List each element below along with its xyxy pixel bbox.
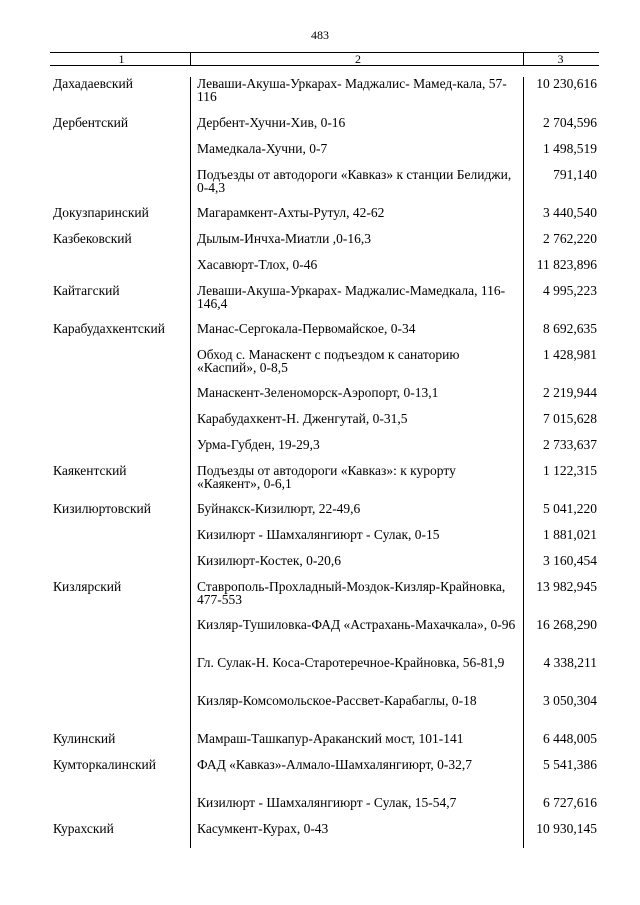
amount-cell: 5 041,220 [523,502,599,528]
district-cell [50,348,190,386]
amount-cell: 1 881,021 [523,528,599,554]
table-row [50,618,599,656]
road-cell: Кизилюрт - Шамхалянгиюрт - Сулак, 0-15 [190,528,523,554]
district-cell [50,694,190,732]
district-cell [50,258,190,284]
table-row [50,758,599,796]
road-cell: Хасавюрт-Тлох, 0-46 [190,258,523,284]
amount-cell: 1 122,315 [523,464,599,502]
table-row [50,580,599,618]
page-number: 483 [311,28,329,42]
district-cell: Кумторкалинский [53,757,156,772]
table-row [50,822,599,848]
road-cell: Мамраш-Ташкапур-Араканский мост, 101-141 [190,732,523,758]
road-cell: Леваши-Акуша-Уркарах- Маджалис-Мамедкала, 116-146,4 [190,284,523,322]
amount-cell: 10 930,145 [523,822,599,848]
table-row [50,348,599,386]
table-row [50,694,599,732]
district-cell: Дербентский [53,115,129,130]
table-row [50,438,599,464]
road-cell: ФАД «Кавказ»-Алмало-Шамхалянгиюрт, 0-32,7 [190,758,523,796]
amount-cell: 6 448,005 [523,732,599,758]
district-cell [50,412,190,438]
table-row [50,656,599,694]
district-cell: Кулинский [53,731,116,746]
table-row [50,77,599,116]
amount-cell: 3 050,304 [523,694,599,732]
district-cell: Дахадаевский [53,76,133,91]
amount-cell: 1 428,981 [523,348,599,386]
table-row [50,796,599,822]
amount-cell: 2 762,220 [523,232,599,258]
table-row [50,206,599,232]
road-cell: Ставрополь-Прохладный-Моздок-Кизляр-Крайновка, 477-553 [190,580,523,618]
amount-cell: 4 338,211 [523,656,599,694]
header-col-1: 1 [118,52,125,66]
table-row [50,464,599,502]
road-cell: Магарамкент-Ахты-Рутул, 42-62 [190,206,523,232]
table-row [50,528,599,554]
road-cell: Обход с. Манаскент с подъездом к санаторию «Каспий», 0-8,5 [190,348,523,386]
amount-cell: 13 982,945 [523,580,599,618]
road-funding-table [50,52,599,866]
road-cell: Подъезды от автодороги «Кавказ»: к курорту «Каякент», 0-6,1 [190,464,523,502]
table-row [50,412,599,438]
road-cell: Урма-Губден, 19-29,3 [190,438,523,464]
header-col-2: 2 [190,53,523,65]
amount-cell: 8 692,635 [523,322,599,348]
amount-cell: 7 015,628 [523,412,599,438]
district-cell [50,656,190,694]
road-cell: Гл. Сулак-Н. Коса-Старотеречное-Крайновка, 56-81,9 [190,656,523,694]
district-cell [50,528,190,554]
district-cell [50,438,190,464]
road-cell: Манас-Сергокала-Первомайское, 0-34 [190,322,523,348]
district-cell: Докузпаринский [53,205,149,220]
amount-cell: 2 733,637 [523,438,599,464]
table-row [50,232,599,258]
amount-cell: 791,140 [523,168,599,206]
road-cell: Мамедкала-Хучни, 0-7 [190,142,523,168]
amount-cell: 16 268,290 [523,618,599,656]
district-cell [50,168,190,206]
road-cell: Леваши-Акуша-Уркарах- Маджалис- Мамед-кала, 57-116 [190,77,523,116]
table-row [50,142,599,168]
amount-cell: 3 440,540 [523,206,599,232]
district-cell [50,618,190,656]
amount-cell: 4 995,223 [523,284,599,322]
district-cell: Курахский [53,821,114,836]
table-body [50,66,599,866]
district-cell [50,142,190,168]
amount-cell: 11 823,896 [523,258,599,284]
district-cell [50,796,190,822]
header-col-3: 3 [523,53,599,65]
road-cell: Кизилюрт-Костек, 0-20,6 [190,554,523,580]
table-row [50,554,599,580]
district-cell: Казбековский [53,231,132,246]
road-cell: Буйнакск-Кизилюрт, 22-49,6 [190,502,523,528]
amount-cell: 2 704,596 [523,116,599,142]
road-cell: Дылым-Инчха-Миатли ,0-16,3 [190,232,523,258]
amount-cell: 10 230,616 [523,77,599,116]
road-cell: Карабудахкент-Н. Дженгутай, 0-31,5 [190,412,523,438]
amount-cell: 2 219,944 [523,386,599,412]
district-cell [50,554,190,580]
amount-cell: 5 541,386 [523,758,599,796]
table-row [50,502,599,528]
road-cell: Кизляр-Тушиловка-ФАД «Астрахань-Махачкала», 0-96 [190,618,523,656]
district-cell: Каякентский [53,463,127,478]
table-row [50,284,599,322]
table-row [50,732,599,758]
road-cell: Кизляр-Комсомольское-Рассвет-Карабаглы, 0-18 [190,694,523,732]
district-cell: Кизилюртовский [53,501,151,516]
table-row [50,116,599,142]
road-cell: Касумкент-Курах, 0-43 [190,822,523,848]
table-row [50,386,599,412]
road-cell: Дербент-Хучни-Хив, 0-16 [190,116,523,142]
amount-cell: 1 498,519 [523,142,599,168]
district-cell [50,386,190,412]
road-cell: Манаскент-Зеленоморск-Аэропорт, 0-13,1 [190,386,523,412]
district-cell: Кайтагский [53,283,120,298]
table-row [50,258,599,284]
table-row [50,168,599,206]
amount-cell: 3 160,454 [523,554,599,580]
road-cell: Кизилюрт - Шамхалянгиюрт - Сулак, 15-54,7 [190,796,523,822]
district-cell: Карабудахкентский [53,321,165,336]
district-cell: Кизлярский [53,579,122,594]
table-header-row [50,52,599,66]
table-row [50,322,599,348]
amount-cell: 6 727,616 [523,796,599,822]
road-cell: Подъезды от автодороги «Кавказ» к станции Белиджи, 0-4,3 [190,168,523,206]
